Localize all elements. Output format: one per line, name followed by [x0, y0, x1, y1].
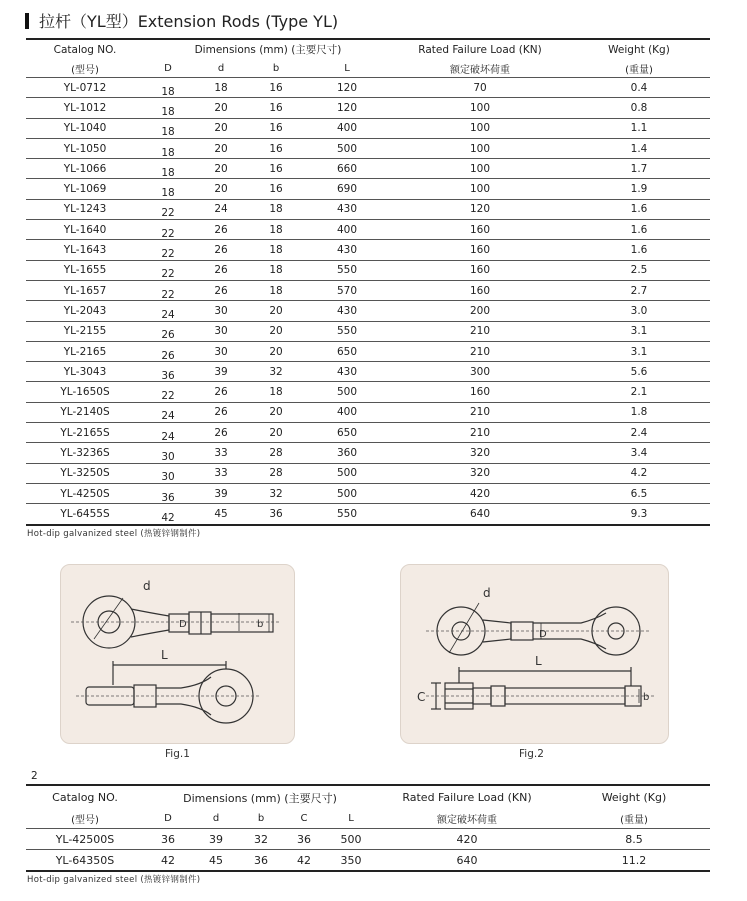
cell-b: 20 [250, 321, 302, 341]
table-body [26, 78, 710, 525]
cell-cat: YL-1243 [26, 199, 144, 219]
cell-b: 18 [250, 280, 302, 300]
cell-b: 36 [250, 504, 302, 525]
cell-d: 20 [192, 138, 250, 158]
cell-L: 500 [302, 483, 392, 503]
cell-b: 16 [250, 98, 302, 118]
figure-1-caption: Fig.1 [165, 748, 190, 760]
cell-cat: YL-1640 [26, 220, 144, 240]
subheader-weight: (重量) [568, 59, 710, 78]
figure-2-drawing [401, 565, 668, 743]
cell-d: 20 [192, 159, 250, 179]
subheader-L: L [302, 59, 392, 78]
table-row [26, 118, 710, 138]
extension-rods-table [26, 38, 710, 526]
cell-d: 24 [192, 199, 250, 219]
cell-load: 210 [392, 402, 568, 422]
fig2-label-L: L [535, 654, 542, 668]
table-row [26, 78, 710, 98]
fig1-label-b: b [257, 619, 264, 630]
cell-b: 16 [250, 118, 302, 138]
cell-b: 28 [250, 463, 302, 483]
cell-D [144, 240, 192, 260]
cell-D: 42 [144, 850, 192, 872]
cell-L: 120 [302, 78, 392, 98]
cell-D-value: 18 [161, 126, 175, 139]
cell-L: 550 [302, 321, 392, 341]
table-row [26, 280, 710, 300]
t2-subheader-catalog: (型号) [26, 809, 144, 829]
cell-b: 20 [250, 341, 302, 361]
cell-L: 570 [302, 280, 392, 300]
cell-D [144, 382, 192, 402]
cell-L: 350 [326, 850, 376, 872]
cell-load: 210 [392, 341, 568, 361]
t2-subheader-C: C [282, 809, 326, 829]
cell-cat: YL-2155 [26, 321, 144, 341]
cell-D [144, 443, 192, 463]
table-row [26, 402, 710, 422]
cell-w: 3.0 [568, 301, 710, 321]
cell-b: 16 [250, 138, 302, 158]
cell-L: 430 [302, 199, 392, 219]
cell-cat: YL-1655 [26, 260, 144, 280]
cell-load: 640 [392, 504, 568, 525]
cell-D-value: 30 [161, 450, 175, 463]
fig1-label-D: D [179, 619, 187, 630]
table-row [26, 483, 710, 503]
cell-d: 33 [192, 443, 250, 463]
cell-load: 200 [392, 301, 568, 321]
table-row [26, 138, 710, 158]
page-title [25, 9, 338, 32]
cell-D-value: 18 [161, 187, 175, 200]
cell-D-value: 18 [161, 105, 175, 118]
cell-w: 2.1 [568, 382, 710, 402]
cell-load: 160 [392, 280, 568, 300]
fig1-label-L: L [161, 648, 168, 662]
cell-load: 100 [392, 159, 568, 179]
cell-b: 32 [250, 362, 302, 382]
t2-subheader-b: b [240, 809, 282, 829]
header-dimensions: Dimensions (mm) (主要尺寸) [144, 39, 392, 59]
cell-b: 16 [250, 179, 302, 199]
table-subheader-row [26, 59, 710, 78]
table-row [26, 98, 710, 118]
cell-d: 33 [192, 463, 250, 483]
table-row [26, 850, 710, 872]
cell-w: 1.1 [568, 118, 710, 138]
table-row [26, 829, 710, 850]
cell-load: 100 [392, 138, 568, 158]
cell-cat: YL-2165S [26, 423, 144, 443]
t2-subheader-D: D [144, 809, 192, 829]
t2-header-weight: Weight (Kg) [558, 785, 710, 809]
cell-cat: YL-3043 [26, 362, 144, 382]
cell-d: 26 [192, 423, 250, 443]
cell-b: 20 [250, 423, 302, 443]
cell-D [144, 220, 192, 240]
cell-D [144, 301, 192, 321]
cell-D [144, 260, 192, 280]
cell-D-value: 22 [161, 207, 175, 220]
cell-cat: YL-1650S [26, 382, 144, 402]
table-row [26, 382, 710, 402]
cell-d: 26 [192, 402, 250, 422]
cell-w: 1.6 [568, 220, 710, 240]
cell-b: 20 [250, 301, 302, 321]
cell-L: 690 [302, 179, 392, 199]
cell-D [144, 118, 192, 138]
cell-b: 20 [250, 402, 302, 422]
cell-L: 500 [302, 138, 392, 158]
table-row [26, 443, 710, 463]
cell-w: 1.4 [568, 138, 710, 158]
cell-cat: YL-3250S [26, 463, 144, 483]
cell-L: 650 [302, 341, 392, 361]
cell-D-value: 24 [161, 430, 175, 443]
cell-cat: YL-2140S [26, 402, 144, 422]
cell-cat: YL-1066 [26, 159, 144, 179]
cell-d: 45 [192, 850, 240, 872]
cell-b: 28 [250, 443, 302, 463]
t2-subheader-load: 额定破坏荷重 [376, 809, 558, 829]
cell-C: 36 [282, 829, 326, 850]
title-text: 拉杆（YL型）Extension Rods (Type YL) [39, 12, 339, 31]
figure-2-caption: Fig.2 [519, 748, 544, 760]
material-note: Hot-dip galvanized steel (热镀锌钢制件) [27, 529, 201, 539]
cell-b: 36 [240, 850, 282, 872]
cell-L: 120 [302, 98, 392, 118]
table-row [26, 260, 710, 280]
table-row [26, 199, 710, 219]
cell-L: 430 [302, 362, 392, 382]
cell-w: 2.5 [568, 260, 710, 280]
cell-L: 550 [302, 504, 392, 525]
cell-w: 0.8 [568, 98, 710, 118]
header-load: Rated Failure Load (KN) [392, 39, 568, 59]
cell-L: 430 [302, 240, 392, 260]
cell-D [144, 483, 192, 503]
cell-D-value: 42 [161, 511, 175, 524]
cell-L: 500 [326, 829, 376, 850]
cell-w: 11.2 [558, 850, 710, 872]
table-row [26, 504, 710, 525]
cell-D [144, 463, 192, 483]
cell-cat: YL-2043 [26, 301, 144, 321]
cell-D [144, 179, 192, 199]
cell-load: 210 [392, 423, 568, 443]
extension-rods-clevis-table [26, 784, 710, 872]
cell-D-value: 22 [161, 288, 175, 301]
cell-d: 30 [192, 321, 250, 341]
cell-C: 42 [282, 850, 326, 872]
fig2-label-b: b [643, 692, 650, 703]
cell-w: 3.4 [568, 443, 710, 463]
cell-d: 30 [192, 301, 250, 321]
figure-1-panel [60, 564, 295, 744]
cell-L: 400 [302, 220, 392, 240]
cell-D [144, 138, 192, 158]
table2-header-row [26, 785, 710, 809]
table2-body [26, 829, 710, 872]
subheader-catalog: (型号) [26, 59, 144, 78]
header-weight: Weight (Kg) [568, 39, 710, 59]
cell-load: 120 [392, 199, 568, 219]
cell-D-value: 22 [161, 268, 175, 281]
table-row [26, 220, 710, 240]
table-row [26, 179, 710, 199]
cell-load: 160 [392, 382, 568, 402]
cell-cat: YL-1657 [26, 280, 144, 300]
table-row [26, 341, 710, 361]
cell-d: 39 [192, 483, 250, 503]
cell-D-value: 24 [161, 308, 175, 321]
cell-b: 16 [250, 78, 302, 98]
figure-2-panel [400, 564, 669, 744]
cell-D-value: 36 [161, 369, 175, 382]
cell-D [144, 321, 192, 341]
cell-D [144, 280, 192, 300]
cell-cat: YL-1050 [26, 138, 144, 158]
cell-load: 420 [392, 483, 568, 503]
title-marker [25, 13, 29, 29]
cell-D [144, 423, 192, 443]
table-header-row [26, 39, 710, 59]
cell-D-value: 22 [161, 227, 175, 240]
header-catalog: Catalog NO. [26, 39, 144, 59]
cell-d: 20 [192, 118, 250, 138]
fig2-label-d: d [483, 586, 491, 600]
cell-load: 100 [392, 118, 568, 138]
cell-d: 26 [192, 220, 250, 240]
cell-d: 39 [192, 829, 240, 850]
cell-w: 2.7 [568, 280, 710, 300]
cell-w: 9.3 [568, 504, 710, 525]
cell-D-value: 36 [161, 491, 175, 504]
cell-D [144, 341, 192, 361]
t2-subheader-L: L [326, 809, 376, 829]
cell-L: 650 [302, 423, 392, 443]
cell-d: 26 [192, 240, 250, 260]
cell-b: 32 [250, 483, 302, 503]
cell-w: 1.7 [568, 159, 710, 179]
cell-d: 26 [192, 382, 250, 402]
cell-D [144, 159, 192, 179]
cell-w: 1.8 [568, 402, 710, 422]
cell-load: 300 [392, 362, 568, 382]
cell-cat: YL-1012 [26, 98, 144, 118]
cell-L: 400 [302, 118, 392, 138]
cell-cat: YL-0712 [26, 78, 144, 98]
table-row [26, 159, 710, 179]
cell-load: 640 [376, 850, 558, 872]
cell-load: 100 [392, 179, 568, 199]
cell-b: 16 [250, 159, 302, 179]
cell-w: 1.9 [568, 179, 710, 199]
subheader-b: b [250, 59, 302, 78]
table2-subheader-row [26, 809, 710, 829]
subheader-d: d [192, 59, 250, 78]
cell-load: 320 [392, 463, 568, 483]
cell-load: 70 [392, 78, 568, 98]
cell-w: 6.5 [568, 483, 710, 503]
cell-d: 30 [192, 341, 250, 361]
t2-header-catalog: Catalog NO. [26, 785, 144, 809]
cell-L: 360 [302, 443, 392, 463]
cell-b: 32 [240, 829, 282, 850]
table-row [26, 301, 710, 321]
cell-b: 18 [250, 382, 302, 402]
cell-b: 18 [250, 220, 302, 240]
cell-cat: YL-1040 [26, 118, 144, 138]
cell-D-value: 18 [161, 146, 175, 159]
fig2-label-D: D [539, 629, 547, 640]
table-row [26, 463, 710, 483]
cell-D-value: 18 [161, 85, 175, 98]
subheader-D: D [144, 59, 192, 78]
cell-D [144, 78, 192, 98]
cell-d: 20 [192, 179, 250, 199]
t2-header-dimensions: Dimensions (mm) (主要尺寸) [144, 785, 376, 809]
fig2-label-C: C [417, 690, 426, 704]
table-row [26, 240, 710, 260]
cell-load: 160 [392, 260, 568, 280]
cell-D-value: 18 [161, 166, 175, 179]
cell-cat: YL-64350S [26, 850, 144, 872]
t2-subheader-weight: (重量) [558, 809, 710, 829]
cell-D-value: 22 [161, 390, 175, 403]
material-note-2: Hot-dip galvanized steel (热镀锌钢制件) [27, 875, 201, 885]
t2-subheader-d: d [192, 809, 240, 829]
table-row [26, 321, 710, 341]
cell-L: 400 [302, 402, 392, 422]
figure-1-drawing [61, 565, 294, 743]
cell-D [144, 98, 192, 118]
fig1-label-d: d [143, 579, 151, 593]
cell-cat: YL-2165 [26, 341, 144, 361]
cell-L: 500 [302, 463, 392, 483]
cell-load: 160 [392, 240, 568, 260]
cell-w: 8.5 [558, 829, 710, 850]
cell-cat: YL-3236S [26, 443, 144, 463]
cell-L: 660 [302, 159, 392, 179]
cell-w: 1.6 [568, 199, 710, 219]
cell-D [144, 504, 192, 525]
cell-D: 36 [144, 829, 192, 850]
cell-cat: YL-1643 [26, 240, 144, 260]
cell-D-value: 30 [161, 471, 175, 484]
cell-D [144, 362, 192, 382]
cell-d: 45 [192, 504, 250, 525]
cell-d: 20 [192, 98, 250, 118]
table-row [26, 362, 710, 382]
cell-d: 26 [192, 280, 250, 300]
section-number: 2 [31, 770, 38, 782]
cell-w: 5.6 [568, 362, 710, 382]
cell-load: 210 [392, 321, 568, 341]
cell-d: 18 [192, 78, 250, 98]
cell-D-value: 26 [161, 329, 175, 342]
cell-D-value: 22 [161, 248, 175, 261]
cell-L: 550 [302, 260, 392, 280]
cell-b: 18 [250, 260, 302, 280]
cell-w: 1.6 [568, 240, 710, 260]
cell-d: 26 [192, 260, 250, 280]
cell-w: 0.4 [568, 78, 710, 98]
cell-D [144, 199, 192, 219]
cell-D-value: 26 [161, 349, 175, 362]
cell-D [144, 402, 192, 422]
cell-cat: YL-4250S [26, 483, 144, 503]
cell-w: 4.2 [568, 463, 710, 483]
cell-load: 320 [392, 443, 568, 463]
cell-L: 430 [302, 301, 392, 321]
cell-cat: YL-42500S [26, 829, 144, 850]
cell-D-value: 24 [161, 410, 175, 423]
cell-b: 18 [250, 240, 302, 260]
t2-header-load: Rated Failure Load (KN) [376, 785, 558, 809]
subheader-load: 额定破坏荷重 [392, 59, 568, 78]
cell-load: 160 [392, 220, 568, 240]
cell-cat: YL-1069 [26, 179, 144, 199]
cell-w: 2.4 [568, 423, 710, 443]
cell-w: 3.1 [568, 321, 710, 341]
cell-d: 39 [192, 362, 250, 382]
cell-L: 500 [302, 382, 392, 402]
table-row [26, 423, 710, 443]
cell-cat: YL-6455S [26, 504, 144, 525]
cell-load: 100 [392, 98, 568, 118]
cell-w: 3.1 [568, 341, 710, 361]
cell-load: 420 [376, 829, 558, 850]
cell-b: 18 [250, 199, 302, 219]
